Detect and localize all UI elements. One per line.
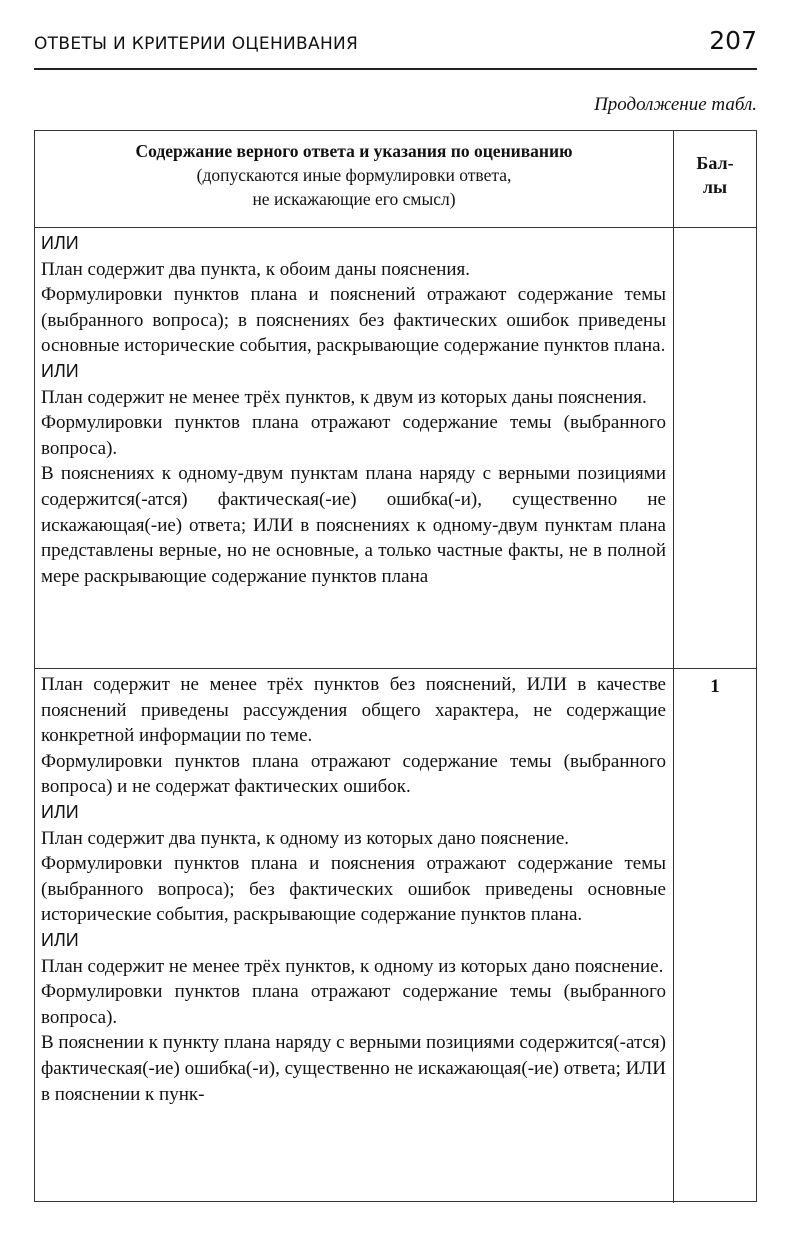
table-continuation-label: Продолжение табл. [594, 94, 757, 115]
criteria-cell [41, 672, 666, 1107]
points-value: 1 [710, 676, 720, 697]
criteria-paragraph: Формулировки пунктов плана и пояснения отражают содержание темы (выбранного вопроса); без фактических ошибок приведены основные исторические события, раскрывающие содержание пунктов плана. [41, 853, 666, 926]
table-header-row [35, 131, 756, 228]
criteria-paragraph: План содержит не менее трёх пунктов, к одному из которых дано пояснение. [41, 955, 664, 977]
criteria-cell [41, 231, 666, 589]
criteria-paragraph: В пояснении к пункту плана наряду с верными позициями содержится(-атся) фактическая(-ие) ошибка(-и), существенно не искажающая(-ие) ответа; ИЛИ в пояснении к пунк- [41, 1032, 666, 1105]
criteria-paragraph: План содержит два пункта, к обоим даны пояснения. [41, 258, 471, 280]
table-row [35, 227, 756, 669]
criteria-paragraph: В пояснениях к одному-двум пунктам плана наряду с верными позициями содержится(-атся) фактическая(-ие) ошибка(-и), существенно не искажающая(-ие) ответа; ИЛИ в пояснениях к одному-двум пунктам плана представлены верные, но не основные, а только частные факты, не в полной мере раскрывающие содержание пунктов плана [41, 463, 666, 587]
running-title: ОТВЕТЫ И КРИТЕРИИ ОЦЕНИВАНИЯ [34, 34, 359, 54]
content-column-header [35, 131, 673, 227]
criteria-paragraph: ИЛИ [41, 929, 79, 950]
content-header-line-3: не искажающие его смысл) [252, 189, 456, 209]
criteria-paragraph: План содержит не менее трёх пунктов без пояснений, ИЛИ в качестве пояснений приведены рассуждения общего характера, не содержащие конкретной информации по теме. [41, 674, 666, 747]
points-column-header [674, 131, 756, 227]
column-divider [673, 227, 674, 668]
page-number: 207 [709, 26, 757, 55]
criteria-paragraph: Формулировки пунктов плана отражают содержание темы (выбранного вопроса) и не содержат фактических ошибок. [41, 750, 666, 798]
criteria-paragraph: ИЛИ [41, 360, 79, 381]
column-divider [673, 668, 674, 1203]
criteria-paragraph: План содержит два пункта, к одному из которых дано пояснение. [41, 827, 570, 849]
running-header [34, 26, 757, 70]
criteria-paragraph: Формулировки пунктов плана отражают содержание темы (выбранного вопроса). [41, 412, 666, 459]
table-row [35, 668, 756, 1203]
criteria-paragraph: ИЛИ [41, 801, 79, 822]
criteria-paragraph: Формулировки пунктов плана и пояснений отражают содержание темы (выбранного вопроса); в пояснениях без фактических ошибок приведены основные исторические события, раскрывающие содержание пунктов плана. [41, 284, 666, 357]
criteria-table [34, 130, 757, 1202]
content-header-line-1: Содержание верного ответа и указания по оцениванию [135, 141, 573, 161]
points-header-line-1: Бал- [696, 153, 734, 173]
points-header-line-2: лы [702, 177, 728, 197]
criteria-paragraph: План содержит не менее трёх пунктов, к двум из которых даны пояснения. [41, 386, 647, 408]
criteria-paragraph: Формулировки пунктов плана отражают содержание темы (выбранного вопроса). [41, 981, 666, 1028]
criteria-paragraph: ИЛИ [41, 233, 79, 253]
content-header-line-2: (допускаются иные формулировки ответа, [196, 165, 512, 185]
